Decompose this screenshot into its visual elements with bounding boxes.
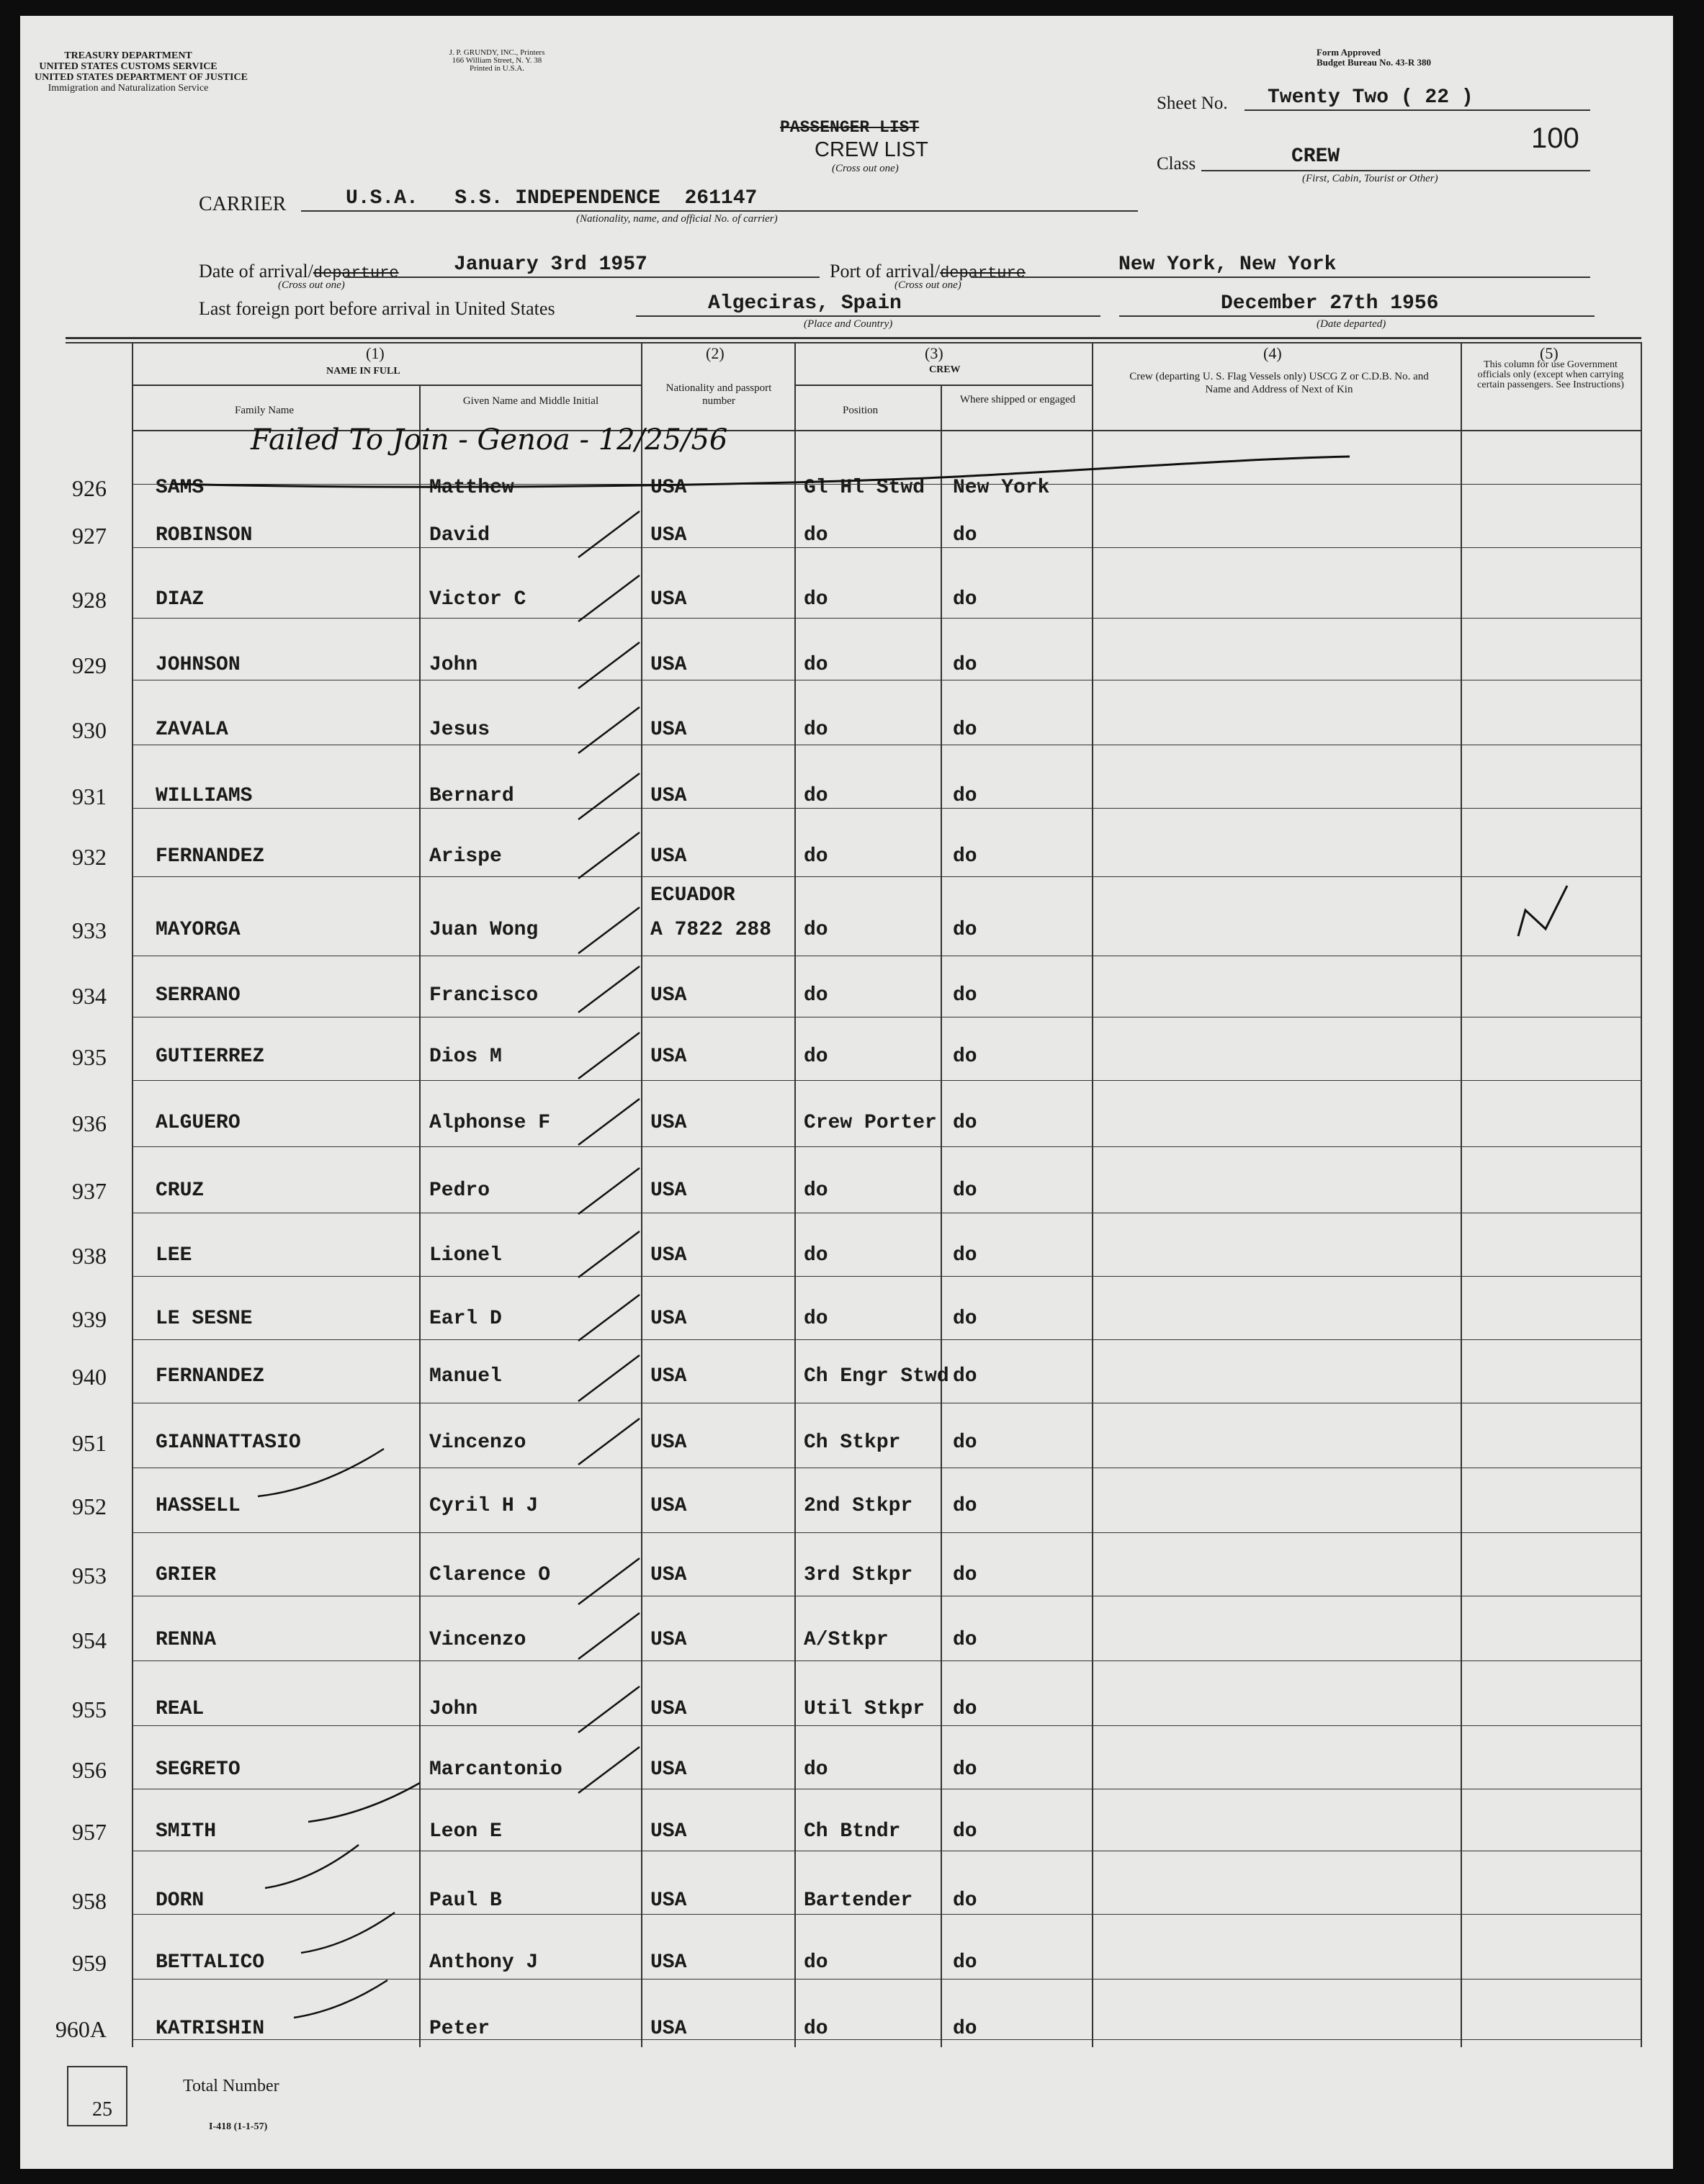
position-header: Position [843,405,879,416]
tick-mark [578,1099,640,1145]
tick-mark [308,1783,420,1822]
row-number: 939 [72,1306,107,1332]
port-note: (Cross out one) [894,279,961,291]
class-value: CREW [1291,145,1340,168]
family-name: DORN [156,1889,205,1912]
position: Gl Hl Stwd [804,477,925,499]
nationality: USA [650,524,687,547]
agency-line: TREASURY DEPARTMENT [64,50,192,61]
family-name: WILLIAMS [156,785,253,807]
shipped-engaged: do [953,1820,977,1843]
tick-mark [578,907,640,953]
family-name: ALGUERO [156,1112,241,1134]
shipped-engaged: do [953,1698,977,1720]
family-name: GUTIERREZ [156,1046,265,1068]
position: Ch Stkpr [804,1432,901,1454]
form-line: Budget Bureau No. 43-R 380 [1317,57,1432,68]
col2-title: Nationality and passport number [665,382,772,407]
row-number: 954 [72,1627,107,1653]
shipped-engaged: do [953,588,977,611]
printer-line: 166 William Street, N. Y. 38 [452,56,542,65]
shipped-engaged: do [953,1495,977,1517]
shipped-engaged: do [953,1046,977,1068]
family-name: ROBINSON [156,524,253,547]
class-note: (First, Cabin, Tourist or Other) [1302,173,1438,184]
family-name: BETTALICO [156,1951,265,1974]
position: do [804,984,828,1007]
family-name: GRIER [156,1564,217,1586]
shipped-engaged: do [953,1889,977,1912]
col4-title: Crew (departing U. S. Flag Vessels only) USCG Z or C.D.B. No. and Name and Address of Next of Kin [1129,371,1429,395]
row-number: 958 [72,1888,107,1914]
tick-mark [578,1295,640,1341]
row-number: 940 [72,1364,107,1390]
nationality: USA [650,1244,687,1267]
position: do [804,1046,828,1068]
family-name: LEE [156,1244,192,1267]
nationality: USA [650,1951,687,1974]
total-value: 25 [92,2098,112,2121]
agency-line: Immigration and Naturalization Service [48,83,209,94]
col3-title: CREW [929,364,961,375]
row-number: 934 [72,983,107,1009]
position: do [804,1308,828,1330]
col3-num: (3) [925,344,943,362]
tick-mark [578,1168,640,1214]
given-name: Victor C [429,588,526,611]
arrival-label-text: Date of arrival/ [199,261,313,282]
given-name: Vincenzo [429,1629,526,1651]
given-name: Peter [429,2018,490,2040]
shipped-engaged: do [953,1365,977,1388]
given-name: Arispe [429,845,502,868]
family-name: MAYORGA [156,919,241,941]
handwritten-marks [20,16,1673,2169]
shipped-engaged: do [953,1179,977,1202]
given-name: Marcantonio [429,1758,562,1781]
nationality: USA [650,1495,687,1517]
family-name: JOHNSON [156,654,241,676]
departed-value: December 27th 1956 [1221,292,1439,315]
passport-number: A 7822 288 [650,919,772,941]
shipped-engaged: do [953,654,977,676]
printer-line: J. P. GRUNDY, INC., Printers [449,48,545,57]
col5-mark [1518,886,1567,936]
port-label-text: Port of arrival/ [830,261,941,282]
family-name: CRUZ [156,1179,205,1202]
class-label: Class [1157,154,1196,174]
crew-list-page [20,16,1673,2169]
sheet-value: Twenty Two ( 22 ) [1268,86,1474,109]
shipped-engaged: do [953,1951,977,1974]
shipped-engaged: New York [953,477,1050,499]
page-number: 100 [1531,122,1579,154]
given-name: Alphonse F [429,1112,551,1134]
printer-line: Printed in U.S.A. [469,64,525,73]
col4-num: (4) [1263,344,1282,362]
tick-mark [301,1913,395,1953]
tick-mark [578,511,640,557]
position: do [804,588,828,611]
form-line: Form Approved [1317,47,1381,58]
tick-mark [265,1845,359,1888]
given-name: Anthony J [429,1951,539,1974]
position: do [804,919,828,941]
form-code: I-418 (1-1-57) [209,2121,268,2132]
row-number: 959 [72,1950,107,1976]
position: Ch Btndr [804,1820,901,1843]
nationality: USA [650,1365,687,1388]
total-label: Total Number [183,2077,279,2095]
row-number: 960A [55,2016,107,2042]
given-name: John [429,1698,478,1720]
title-crossed: PASSENGER LIST [780,118,920,137]
agency-line: UNITED STATES DEPARTMENT OF JUSTICE [35,72,248,83]
position: 3rd Stkpr [804,1564,913,1586]
family-name: SEGRETO [156,1758,241,1781]
family-header: Family Name [235,405,295,416]
col1-num: (1) [366,344,385,362]
given-name: Vincenzo [429,1432,526,1454]
family-name: GIANNATTASIO [156,1432,301,1454]
departed-note: (Date departed) [1317,318,1386,330]
tick-mark [578,773,640,819]
nationality: USA [650,1629,687,1651]
nationality: USA [650,1308,687,1330]
family-name: KATRISHIN [156,2018,265,2040]
nationality: USA [650,1698,687,1720]
shipped-engaged: do [953,2018,977,2040]
agency-line: UNITED STATES CUSTOMS SERVICE [39,61,218,72]
nationality: USA [650,1179,687,1202]
handwritten-annotation: Failed To Join - Genoa - 12/25/56 [251,423,728,457]
position: do [804,845,828,868]
row-number: 929 [72,652,107,678]
nationality: USA [650,1758,687,1781]
title: CREW LIST [815,138,928,161]
position: 2nd Stkpr [804,1495,913,1517]
nationality: USA [650,1564,687,1586]
title-note: (Cross out one) [832,163,899,174]
position: do [804,785,828,807]
strike-line [171,457,1350,487]
row-number: 955 [72,1697,107,1722]
shipped-engaged: do [953,524,977,547]
row-number: 953 [72,1563,107,1588]
row-number: 956 [72,1757,107,1783]
row-number: 936 [72,1110,107,1136]
tick-mark [578,1231,640,1277]
last-port-label: Last foreign port before arrival in United States [199,298,555,319]
row-number: 952 [72,1493,107,1519]
position: Crew Porter [804,1112,937,1134]
tick-mark [578,707,640,753]
given-name: Pedro [429,1179,490,1202]
carrier-note: (Nationality, name, and official No. of carrier) [576,213,778,225]
col1-title: NAME IN FULL [326,366,400,377]
position: Bartender [804,1889,913,1912]
position: do [804,1244,828,1267]
family-name: FERNANDEZ [156,1365,265,1388]
row-number: 930 [72,717,107,743]
shipped-engaged: do [953,1432,977,1454]
tick-mark [578,832,640,878]
row-number: 935 [72,1044,107,1070]
family-name: SMITH [156,1820,217,1843]
arrival-note: (Cross out one) [278,279,345,291]
shipped-header: Where shipped or engaged [959,394,1076,405]
position: do [804,654,828,676]
given-name: Bernard [429,785,514,807]
position: A/Stkpr [804,1629,889,1651]
row-number: 951 [72,1430,107,1456]
last-port-note: (Place and Country) [804,318,893,330]
position: do [804,719,828,741]
shipped-engaged: do [953,1629,977,1651]
position: do [804,1758,828,1781]
row-number: 933 [72,917,107,943]
row-number: 937 [72,1178,107,1204]
tick-mark [578,642,640,688]
shipped-engaged: do [953,1308,977,1330]
family-name: ZAVALA [156,719,228,741]
tick-mark [578,1613,640,1659]
sheet-label: Sheet No. [1157,94,1228,113]
tick-mark [578,1419,640,1465]
tick-mark [578,1355,640,1401]
given-name: Juan Wong [429,919,539,941]
given-name: Cyril H J [429,1495,539,1517]
tick-mark [578,966,640,1012]
given-name: David [429,524,490,547]
tick-mark [578,1686,640,1733]
nationality: ECUADOR [650,884,735,907]
position: do [804,2018,828,2040]
tick-mark [578,1747,640,1793]
given-name: Manuel [429,1365,502,1388]
family-name: FERNANDEZ [156,845,265,868]
family-name: RENNA [156,1629,217,1651]
shipped-engaged: do [953,719,977,741]
nationality: USA [650,785,687,807]
col5-num: (5) [1540,344,1559,362]
position: do [804,1179,828,1202]
nationality: USA [650,984,687,1007]
shipped-engaged: do [953,984,977,1007]
port-crossed: departure [940,264,1026,282]
given-name: John [429,654,478,676]
row-number: 932 [72,844,107,870]
nationality: USA [650,1820,687,1843]
shipped-engaged: do [953,1758,977,1781]
nationality: USA [650,845,687,868]
tick-mark [294,1980,387,2018]
given-name: Francisco [429,984,539,1007]
last-port-value: Algeciras, Spain [708,292,902,315]
arrival-crossed: departure [313,264,399,282]
nationality: USA [650,477,687,499]
carrier-label: CARRIER [199,193,287,215]
col5-title: This column for use Government officials only (except when carrying certain passengers. See Instructions) [1477,359,1624,390]
shipped-engaged: do [953,1244,977,1267]
family-name: SERRANO [156,984,241,1007]
family-name: REAL [156,1698,205,1720]
shipped-engaged: do [953,1112,977,1134]
row-number: 931 [72,783,107,809]
col2-num: (2) [706,344,725,362]
given-name: Earl D [429,1308,502,1330]
position: do [804,1951,828,1974]
nationality: USA [650,719,687,741]
tick-mark [258,1449,384,1496]
family-name: DIAZ [156,588,205,611]
given-name: Paul B [429,1889,502,1912]
row-number: 927 [72,523,107,549]
row-number: 938 [72,1243,107,1269]
family-name: HASSELL [156,1495,241,1517]
row-number: 957 [72,1819,107,1845]
position: Util Stkpr [804,1698,925,1720]
position: do [804,524,828,547]
given-name: Lionel [429,1244,502,1267]
arrival-value: January 3rd 1957 [454,253,647,276]
family-name: LE SESNE [156,1308,253,1330]
tick-mark [578,1558,640,1604]
shipped-engaged: do [953,845,977,868]
family-name: SAMS [156,477,205,499]
shipped-engaged: do [953,785,977,807]
given-header: Given Name and Middle Initial [462,395,599,407]
shipped-engaged: do [953,1564,977,1586]
nationality: USA [650,588,687,611]
given-name: Jesus [429,719,490,741]
position: Ch Engr Stwd [804,1365,949,1388]
carrier-value: U.S.A. S.S. INDEPENDENCE 261147 [346,187,758,210]
given-name: Leon E [429,1820,502,1843]
row-number: 926 [72,475,107,501]
port-value: New York, New York [1118,253,1337,276]
given-name: Clarence O [429,1564,551,1586]
nationality: USA [650,1112,687,1134]
shipped-engaged: do [953,919,977,941]
nationality: USA [650,2018,687,2040]
row-number: 928 [72,587,107,613]
nationality: USA [650,1889,687,1912]
nationality: USA [650,654,687,676]
given-name: Dios M [429,1046,502,1068]
given-name: Matthew [429,477,514,499]
tick-mark [578,575,640,621]
tick-mark [578,1033,640,1079]
nationality: USA [650,1046,687,1068]
nationality: USA [650,1432,687,1454]
